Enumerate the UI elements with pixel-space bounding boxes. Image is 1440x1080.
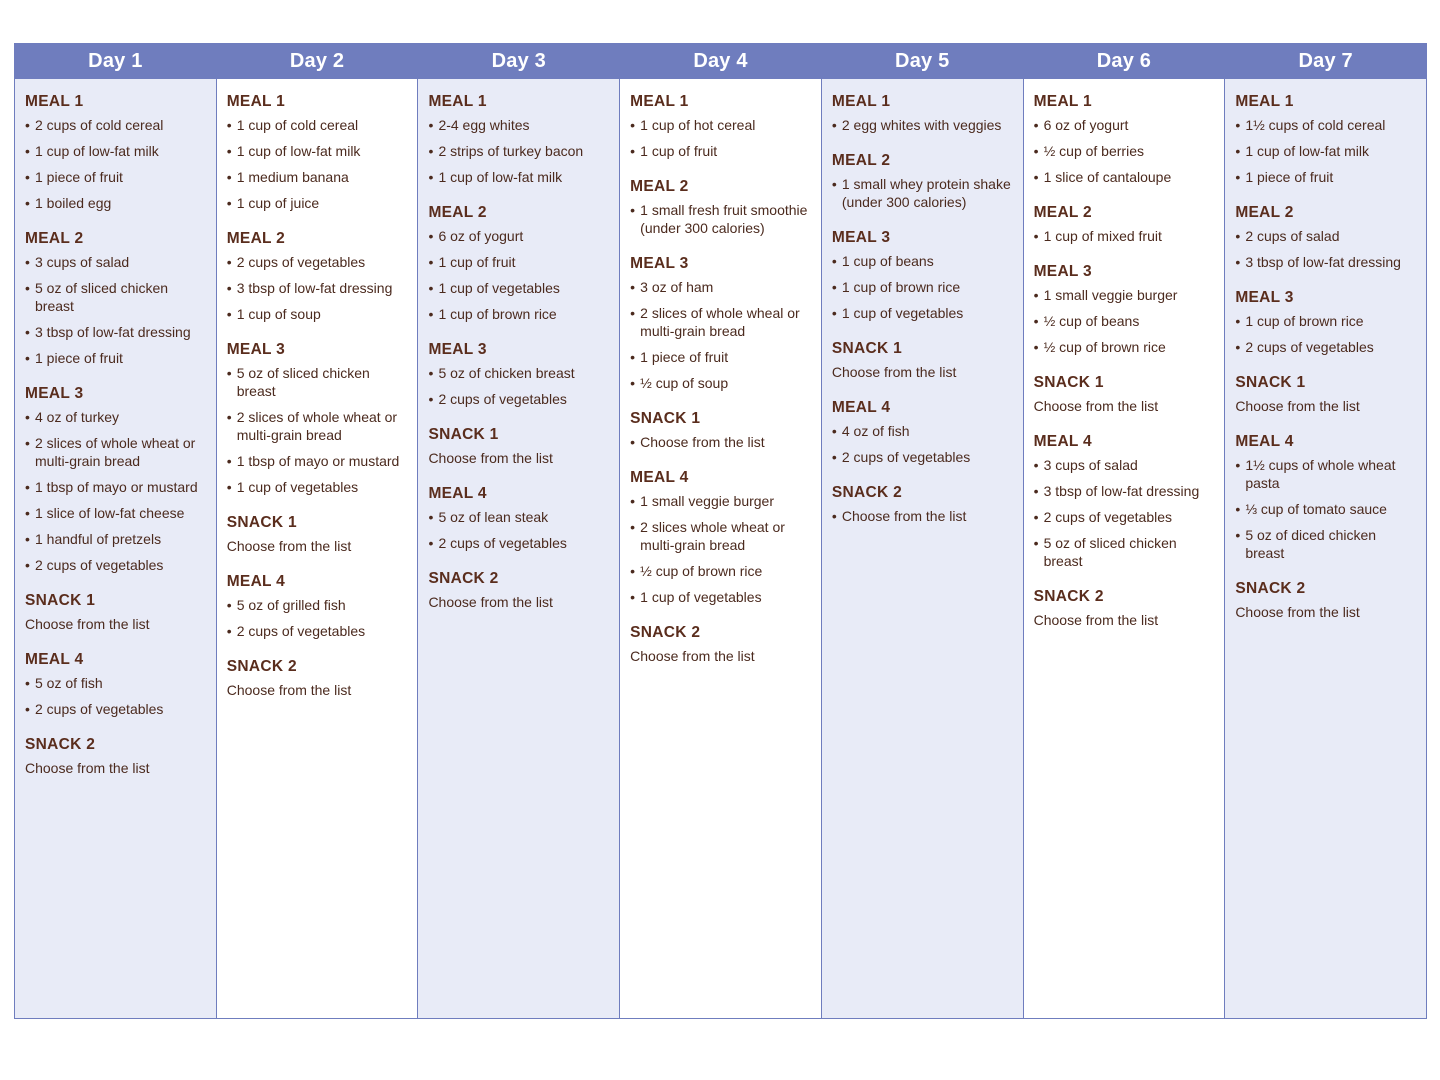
day-body <box>1024 79 1225 1018</box>
meal-item-list <box>630 116 813 160</box>
meal-item: • 1 handful of pretzels <box>25 530 208 548</box>
meal-item: • 5 oz of sliced chicken breast <box>227 364 410 400</box>
snack-note: Choose from the list <box>226 682 352 698</box>
meal-item: • 4 oz of fish <box>832 422 1015 440</box>
meal-item-list <box>25 116 208 212</box>
meal-item: • 1 medium banana <box>227 168 410 186</box>
meal-item: • 1 cup of brown rice <box>428 305 611 323</box>
meal-item: • 1 cup of low-fat milk <box>227 142 410 160</box>
snack-note: Choose from the list <box>1033 398 1159 414</box>
meal-item: • 2 cups of vegetables <box>428 534 611 552</box>
meal-item: • 1 tbsp of mayo or mustard <box>227 452 410 470</box>
meal-item: • 2 cups of vegetables <box>25 700 208 718</box>
meal-item: • 3 cups of salad <box>25 253 208 271</box>
meal-item: • 2 cups of vegetables <box>832 448 1015 466</box>
meal-section <box>428 570 611 611</box>
meal-section <box>25 592 208 633</box>
day-column-4 <box>620 44 822 1018</box>
meal-section-title: MEAL 3 <box>1033 263 1092 280</box>
meal-section <box>428 426 611 467</box>
meal-section <box>1034 93 1217 186</box>
meal-section <box>25 93 208 212</box>
meal-item-list <box>630 433 813 451</box>
meal-section-title: MEAL 1 <box>226 93 286 110</box>
meal-section-title: MEAL 3 <box>831 229 891 246</box>
meal-section-title: SNACK 1 <box>428 426 499 443</box>
meal-item: • 2 cups of cold cereal <box>25 116 208 134</box>
meal-item: • ⅓ cup of tomato sauce <box>1235 500 1418 518</box>
meal-section-title: SNACK 2 <box>630 624 701 641</box>
meal-item: • 2 slices of whole wheat or multi-grain bread <box>227 408 410 444</box>
meal-item: • 3 tbsp of low-fat dressing <box>25 323 208 341</box>
meal-item: • 1 small veggie burger <box>630 492 813 510</box>
meal-item: • 5 oz of sliced chicken breast <box>1034 534 1217 570</box>
meal-section-title: MEAL 2 <box>25 230 84 247</box>
meal-item: • 1 cup of low-fat milk <box>1235 142 1418 160</box>
meal-item: • 1 cup of juice <box>227 194 410 212</box>
meal-section <box>1034 433 1217 570</box>
meal-item: • ½ cup of berries <box>1034 142 1217 160</box>
day-header: Day 3 <box>418 44 619 79</box>
meal-section-title: MEAL 4 <box>1235 433 1294 450</box>
meal-item-list <box>25 408 208 574</box>
meal-item: • 1 cup of low-fat milk <box>428 168 611 186</box>
meal-item-list <box>428 364 611 408</box>
meal-item: • 2 cups of vegetables <box>25 556 208 574</box>
meal-item: • ½ cup of beans <box>1034 312 1217 330</box>
meal-item-list <box>832 252 1015 322</box>
snack-note: Choose from the list <box>1033 612 1159 628</box>
meal-section-title: MEAL 3 <box>630 255 689 272</box>
meal-section-title: MEAL 2 <box>1235 204 1294 221</box>
meal-item: • 1 slice of low-fat cheese <box>25 504 208 522</box>
meal-section <box>630 178 813 237</box>
day-column-1 <box>15 44 217 1018</box>
meal-section-title: SNACK 1 <box>831 340 903 357</box>
day-header: Day 6 <box>1024 44 1225 79</box>
meal-section-title: SNACK 2 <box>1235 580 1306 597</box>
snack-note: Choose from the list <box>226 538 352 554</box>
meal-item: • 3 oz of ham <box>630 278 813 296</box>
meal-item: • Choose from the list <box>630 433 813 451</box>
meal-section-title: MEAL 4 <box>831 399 891 416</box>
day-header: Day 7 <box>1225 44 1426 79</box>
meal-item: • 2 egg whites with veggies <box>832 116 1015 134</box>
meal-item-list <box>428 227 611 323</box>
meal-item: • 1 piece of fruit <box>1235 168 1418 186</box>
meal-section <box>227 573 410 640</box>
snack-note: Choose from the list <box>428 450 553 466</box>
meal-item: • 1 cup of vegetables <box>227 478 410 496</box>
meal-item: • 5 oz of lean steak <box>428 508 611 526</box>
meal-section <box>1235 289 1418 356</box>
meal-item-list <box>428 508 611 552</box>
meal-item-list <box>25 253 208 367</box>
day-header: Day 4 <box>620 44 821 79</box>
snack-note: Choose from the list <box>1235 398 1360 414</box>
meal-item-list <box>832 422 1015 466</box>
meal-item: • 1 cup of vegetables <box>428 279 611 297</box>
meal-item: • 2 cups of vegetables <box>227 622 410 640</box>
meal-section <box>1235 374 1418 415</box>
meal-section <box>1034 588 1217 629</box>
meal-section <box>630 255 813 392</box>
meal-section <box>832 229 1015 322</box>
meal-section-title: SNACK 2 <box>428 570 499 587</box>
day-column-3 <box>418 44 620 1018</box>
meal-section <box>1235 433 1418 562</box>
meal-section-title: MEAL 2 <box>1033 204 1092 221</box>
meal-item: • 1 small fresh fruit smoothie (under 300 calories) <box>630 201 813 237</box>
meal-section-title: SNACK 2 <box>25 736 96 753</box>
meal-section <box>1235 204 1418 271</box>
meal-item: • 1 cup of vegetables <box>832 304 1015 322</box>
meal-section-title: MEAL 3 <box>25 385 84 402</box>
meal-section <box>227 230 410 323</box>
meal-item: • 5 oz of fish <box>25 674 208 692</box>
day-body <box>822 79 1023 1018</box>
meal-section <box>25 230 208 367</box>
day-body <box>217 79 418 1018</box>
meal-item-list <box>428 116 611 186</box>
meal-section <box>832 484 1015 525</box>
meal-section <box>832 340 1015 381</box>
meal-section <box>1034 374 1217 415</box>
meal-item: • 5 oz of chicken breast <box>428 364 611 382</box>
meal-section <box>832 152 1015 211</box>
meal-section-title: MEAL 1 <box>831 93 891 110</box>
day-column-5 <box>822 44 1024 1018</box>
snack-note: Choose from the list <box>25 760 150 776</box>
meal-item: • 1 piece of fruit <box>630 348 813 366</box>
meal-item-list <box>832 507 1015 525</box>
meal-section-title: MEAL 3 <box>428 341 487 358</box>
day-column-6 <box>1024 44 1226 1018</box>
snack-note: Choose from the list <box>428 594 553 610</box>
meal-item: • 1 cup of cold cereal <box>227 116 410 134</box>
meal-item: • 2 cups of salad <box>1235 227 1418 245</box>
meal-item: • 1 small whey protein shake (under 300 calories) <box>832 175 1015 211</box>
meal-item: • 2-4 egg whites <box>428 116 611 134</box>
meal-section <box>428 204 611 323</box>
meal-item-list <box>832 116 1015 134</box>
meal-section-title: SNACK 1 <box>1235 374 1306 391</box>
meal-item: • 1 boiled egg <box>25 194 208 212</box>
meal-item-list <box>1235 116 1418 186</box>
meal-item: • 5 oz of diced chicken breast <box>1235 526 1418 562</box>
day-body <box>1225 79 1426 1018</box>
meal-item-list <box>1235 227 1418 271</box>
meal-item: • 3 tbsp of low-fat dressing <box>227 279 410 297</box>
meal-section <box>428 341 611 408</box>
meal-item: • 2 slices whole wheat or multi-grain bread <box>630 518 813 554</box>
meal-item: • ½ cup of brown rice <box>1034 338 1217 356</box>
meal-section <box>630 93 813 160</box>
meal-item: • 2 cups of vegetables <box>1034 508 1217 526</box>
meal-section-title: MEAL 2 <box>428 204 487 221</box>
meal-section-title: SNACK 1 <box>226 514 297 531</box>
meal-section <box>630 410 813 451</box>
meal-section-title: MEAL 3 <box>226 341 286 358</box>
meal-section-title: SNACK 2 <box>226 658 297 675</box>
meal-item: • 3 cups of salad <box>1034 456 1217 474</box>
meal-section <box>25 651 208 718</box>
meal-section <box>25 385 208 574</box>
meal-item: • 6 oz of yogurt <box>1034 116 1217 134</box>
meal-section-title: MEAL 1 <box>630 93 689 110</box>
meal-section-title: MEAL 4 <box>630 469 689 486</box>
meal-item: • 1 cup of beans <box>832 252 1015 270</box>
meal-item: • 1 cup of vegetables <box>630 588 813 606</box>
day-header: Day 5 <box>822 44 1023 79</box>
meal-item-list <box>630 201 813 237</box>
meal-section-title: MEAL 4 <box>226 573 286 590</box>
meal-item: • 1 cup of hot cereal <box>630 116 813 134</box>
meal-item: • 1 small veggie burger <box>1034 286 1217 304</box>
snack-note: Choose from the list <box>1235 604 1360 620</box>
meal-section <box>832 399 1015 466</box>
meal-section-title: SNACK 2 <box>831 484 903 501</box>
meal-item: • 2 cups of vegetables <box>428 390 611 408</box>
meal-item-list <box>832 175 1015 211</box>
meal-section-title: MEAL 2 <box>630 178 689 195</box>
meal-item: • Choose from the list <box>832 507 1015 525</box>
meal-item: • 1 piece of fruit <box>25 168 208 186</box>
meal-item: • 1 cup of brown rice <box>832 278 1015 296</box>
meal-item: • 1 cup of fruit <box>428 253 611 271</box>
day-body <box>418 79 619 1018</box>
meal-item-list <box>227 253 410 323</box>
meal-item: • 3 tbsp of low-fat dressing <box>1034 482 1217 500</box>
meal-item: • 1 tbsp of mayo or mustard <box>25 478 208 496</box>
meal-item: • 1 cup of brown rice <box>1235 312 1418 330</box>
meal-section-title: MEAL 1 <box>25 93 84 110</box>
meal-item-list <box>227 364 410 496</box>
meal-item: • ½ cup of brown rice <box>630 562 813 580</box>
meal-item: • 1 piece of fruit <box>25 349 208 367</box>
meal-item: • 5 oz of grilled fish <box>227 596 410 614</box>
meal-item: • 2 cups of vegetables <box>1235 338 1418 356</box>
meal-section <box>227 514 410 555</box>
meal-item: • 2 slices of whole wheat or multi-grain bread <box>25 434 208 470</box>
meal-section <box>428 485 611 552</box>
meal-item: • 1 cup of soup <box>227 305 410 323</box>
meal-section-title: MEAL 1 <box>428 93 487 110</box>
meal-section <box>1034 263 1217 356</box>
meal-plan-table <box>14 43 1427 1019</box>
meal-item: • 3 tbsp of low-fat dressing <box>1235 253 1418 271</box>
meal-section-title: MEAL 1 <box>1033 93 1092 110</box>
meal-item-list <box>25 674 208 718</box>
snack-note: Choose from the list <box>630 648 755 664</box>
meal-item: • 1 cup of fruit <box>630 142 813 160</box>
meal-item: • 1½ cups of whole wheat pasta <box>1235 456 1418 492</box>
meal-item-list <box>1235 312 1418 356</box>
snack-note: Choose from the list <box>831 364 957 380</box>
day-body <box>620 79 821 1018</box>
meal-section <box>1235 93 1418 186</box>
meal-section-title: MEAL 4 <box>1033 433 1092 450</box>
day-body <box>15 79 216 1018</box>
meal-section-title: SNACK 2 <box>1033 588 1104 605</box>
meal-section <box>227 93 410 212</box>
meal-section-title: SNACK 1 <box>630 410 701 427</box>
meal-section <box>832 93 1015 134</box>
meal-section-title: MEAL 2 <box>226 230 286 247</box>
meal-item: • 1 slice of cantaloupe <box>1034 168 1217 186</box>
meal-item: • 5 oz of sliced chicken breast <box>25 279 208 315</box>
meal-item: • 2 strips of turkey bacon <box>428 142 611 160</box>
meal-section-title: MEAL 3 <box>1235 289 1294 306</box>
meal-item: • ½ cup of soup <box>630 374 813 392</box>
day-column-2 <box>217 44 419 1018</box>
meal-section <box>1235 580 1418 621</box>
meal-section <box>630 469 813 606</box>
meal-item-list <box>1034 456 1217 570</box>
day-column-7 <box>1225 44 1426 1018</box>
meal-item-list <box>1034 227 1217 245</box>
meal-section-title: MEAL 4 <box>25 651 84 668</box>
meal-item-list <box>630 278 813 392</box>
meal-section-title: SNACK 1 <box>25 592 96 609</box>
meal-section-title: MEAL 2 <box>831 152 891 169</box>
meal-section <box>227 658 410 699</box>
meal-item-list <box>1235 456 1418 562</box>
meal-item-list <box>227 596 410 640</box>
meal-item: • 6 oz of yogurt <box>428 227 611 245</box>
meal-section-title: SNACK 1 <box>1033 374 1104 391</box>
meal-section <box>227 341 410 496</box>
meal-item-list <box>630 492 813 606</box>
meal-section <box>428 93 611 186</box>
meal-section <box>1034 204 1217 245</box>
meal-item: • 2 cups of vegetables <box>227 253 410 271</box>
meal-item: • 1½ cups of cold cereal <box>1235 116 1418 134</box>
meal-item: • 1 cup of low-fat milk <box>25 142 208 160</box>
meal-item: • 4 oz of turkey <box>25 408 208 426</box>
meal-section <box>25 736 208 777</box>
meal-section <box>630 624 813 665</box>
meal-item-list <box>1034 286 1217 356</box>
meal-section-title: MEAL 1 <box>1235 93 1294 110</box>
day-header: Day 1 <box>15 44 216 79</box>
meal-item: • 1 cup of mixed fruit <box>1034 227 1217 245</box>
meal-item-list <box>1034 116 1217 186</box>
meal-item: • 2 slices of whole wheal or multi-grain bread <box>630 304 813 340</box>
snack-note: Choose from the list <box>25 616 150 632</box>
meal-section-title: MEAL 4 <box>428 485 487 502</box>
day-header: Day 2 <box>217 44 418 79</box>
meal-item-list <box>227 116 410 212</box>
